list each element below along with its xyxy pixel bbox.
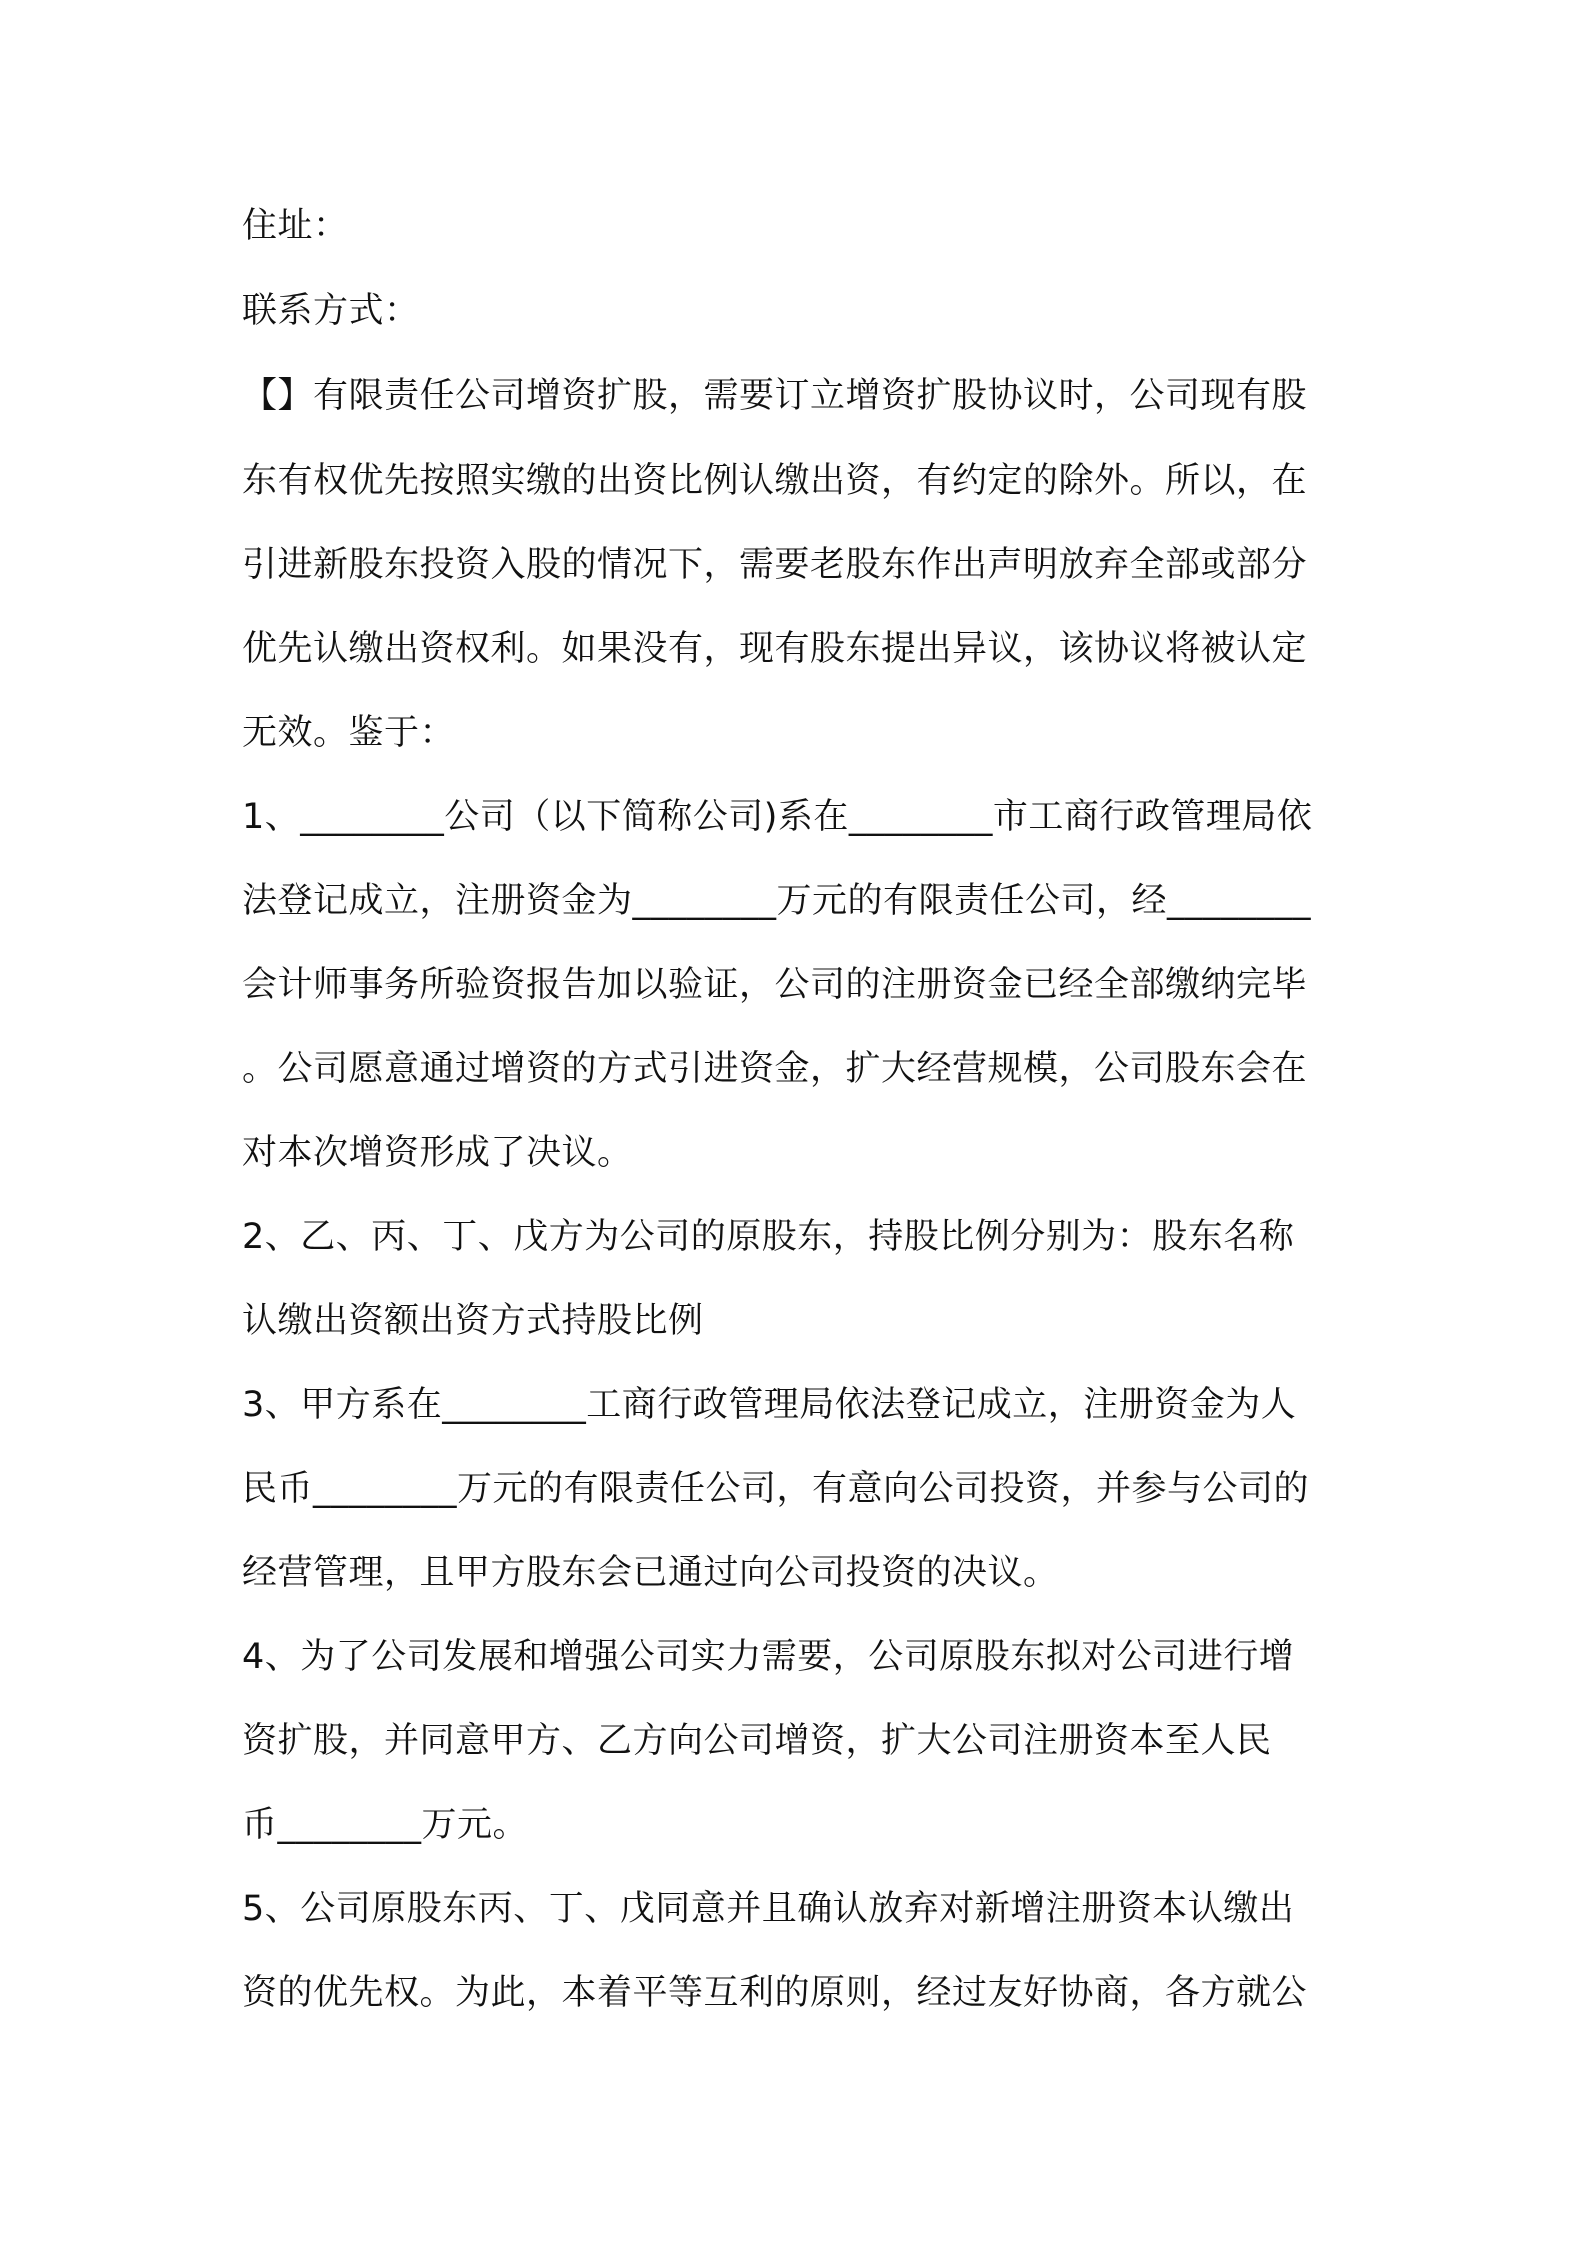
contact-label: 联系方式： (242, 291, 420, 331)
text-line: 币________万元。 (242, 1805, 529, 1845)
text-line: 法登记成立，注册资金为________万元的有限责任公司，经________ (242, 881, 1312, 921)
text-line: 2、乙、丙、丁、戊方为公司的原股东，持股比例分别为：股东名称 (242, 1217, 1295, 1257)
text-line: 【】有限责任公司增资扩股，需要订立增资扩股协议时，公司现有股 (242, 376, 1308, 416)
address-label: 住址： (242, 206, 349, 246)
text-line: 认缴出资额出资方式持股比例 (242, 1301, 704, 1341)
text-line: 资扩股，并同意甲方、乙方向公司增资，扩大公司注册资本至人民 (242, 1721, 1272, 1761)
text-line: 4、为了公司发展和增强公司实力需要，公司原股东拟对公司进行增 (242, 1637, 1295, 1677)
text-line: 东有权优先按照实缴的出资比例认缴出资，有约定的除外。所以，在 (242, 461, 1308, 501)
text-line: 5、公司原股东丙、丁、戊同意并且确认放弃对新增注册资本认缴出 (242, 1889, 1295, 1929)
text-line: 引进新股东投资入股的情况下，需要老股东作出声明放弃全部或部分 (242, 545, 1308, 585)
text-line: 会计师事务所验资报告加以验证，公司的注册资金已经全部缴纳完毕 (242, 965, 1308, 1005)
text-line: 3、甲方系在________工商行政管理局依法登记成立，注册资金为人 (242, 1385, 1297, 1425)
text-line: 无效。鉴于： (242, 713, 456, 753)
text-line: 1、________公司（以下简称公司)系在________市工商行政管理局依 (242, 797, 1313, 837)
text-line: 。公司愿意通过增资的方式引进资金，扩大经营规模，公司股东会在 (242, 1049, 1308, 1089)
text-line: 对本次增资形成了决议。 (242, 1133, 633, 1173)
text-line: 资的优先权。为此，本着平等互利的原则，经过友好协商，各方就公 (242, 1973, 1308, 2013)
text-line: 民币________万元的有限责任公司，有意向公司投资，并参与公司的 (242, 1469, 1310, 1509)
text-line: 优先认缴出资权利。如果没有，现有股东提出异议，该协议将被认定 (242, 629, 1308, 669)
text-line: 经营管理，且甲方股东会已通过向公司投资的决议。 (242, 1553, 1059, 1593)
